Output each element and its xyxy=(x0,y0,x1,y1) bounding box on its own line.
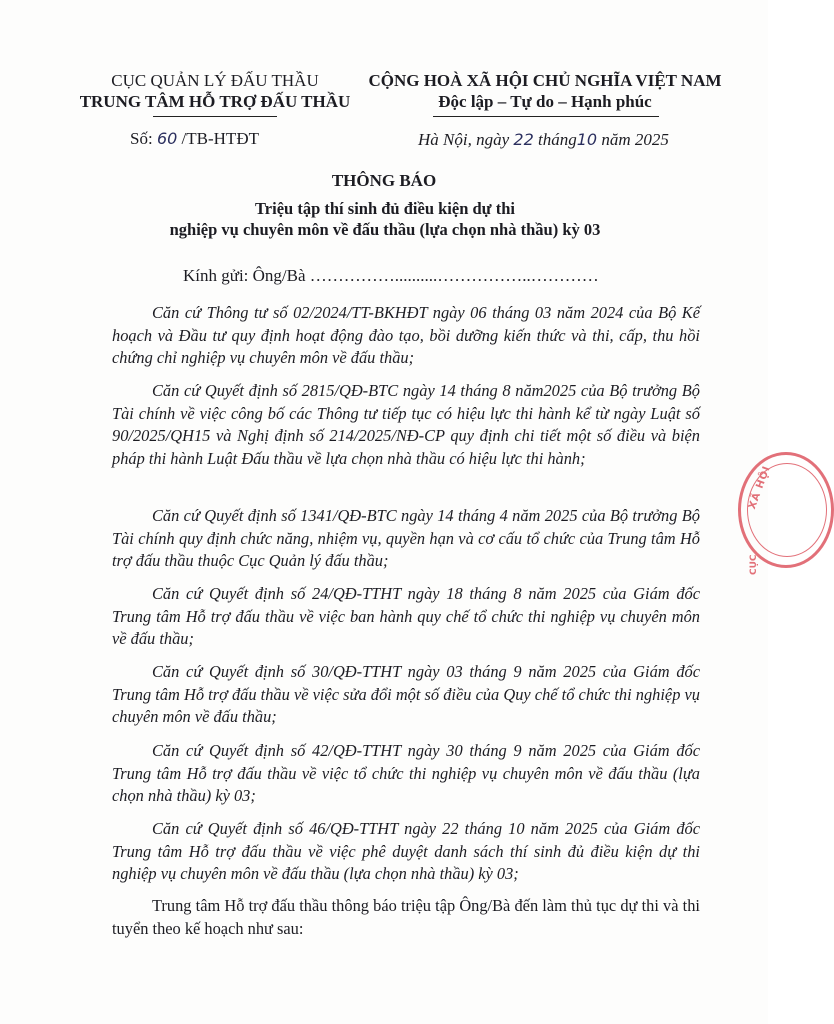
greeting: Kính gửi: Ông/Bà ……………..........……………..………… xyxy=(183,266,599,285)
paragraph-legal-basis-3: Căn cứ Quyết định số 1341/QĐ-BTC ngày 14 tháng 4 năm 2025 của Bộ trưởng Bộ Tài chính quy định chức năng, nhiệm vụ, quyền hạn và cơ cấu tổ chức của Trung tâm Hỗ trợ đấu thầu thuộc Cục Quản lý đấu thầu; xyxy=(112,506,700,571)
document-title: THÔNG BÁO xyxy=(331,171,437,190)
national-title: CỘNG HOÀ XÃ HỘI CHỦ NGHĨA VIỆT NAM xyxy=(368,71,722,90)
paragraph-legal-basis-1: Căn cứ Thông tư số 02/2024/TT-BKHĐT ngày 06 tháng 03 năm 2024 của Bộ Kế hoạch và Đầu tư quy định hoạt động đào tạo, bồi dưỡng kiến thức và thi, cấp, thu hồi chứng chỉ nghiệp vụ chuyên môn về đấu thầu; xyxy=(112,303,700,368)
issuer-unit: TRUNG TÂM HỖ TRỢ ĐẤU THẦU xyxy=(79,92,351,111)
issuer-block xyxy=(70,70,360,112)
subtitle-line-2: nghiệp vụ chuyên môn về đấu thầu (lựa chọn nhà thầu) kỳ 03 xyxy=(169,220,601,239)
paragraph-summons: Trung tâm Hỗ trợ đấu thầu thông báo triệu tập Ông/Bà đến làm thủ tục dự thi và thi tuyển theo kế hoạch như sau: xyxy=(112,896,700,938)
issue-date xyxy=(418,130,669,150)
document-number-suffix: /TB-HTĐT xyxy=(177,129,259,148)
motto-underline xyxy=(433,116,659,117)
subtitle-line-1: Triệu tập thí sinh đủ điều kiện dự thi xyxy=(255,199,515,218)
date-month: 10 xyxy=(576,130,598,149)
document-number-value: 60 xyxy=(156,129,178,148)
paragraph-legal-basis-6: Căn cứ Quyết định số 42/QĐ-TTHT ngày 30 tháng 9 năm 2025 của Giám đốc Trung tâm Hỗ trợ đấu thầu về việc tổ chức thi nghiệp vụ chuyên môn về đấu thầu (lựa chọn nhà thầu) kỳ 03; xyxy=(112,741,700,806)
document-number-prefix: Số: xyxy=(130,129,157,148)
paragraph-legal-basis-7: Căn cứ Quyết định số 46/QĐ-TTHT ngày 22 tháng 10 năm 2025 của Giám đốc Trung tâm Hỗ trợ đấu thầu về việc phê duyệt danh sách thí sinh đủ điều kiện dự thi nghiệp vụ chuyên môn về đấu thầu (lựa chọn nhà thầu) kỳ 03; xyxy=(112,819,700,884)
stamp-text-top: XÃ HỘI xyxy=(747,464,773,511)
date-month-label: tháng xyxy=(533,130,577,149)
issuer-agency: CỤC QUẢN LÝ ĐẤU THẦU xyxy=(111,71,319,90)
national-motto: Độc lập – Tự do – Hạnh phúc xyxy=(438,92,652,111)
stamp-text-side: CỤC xyxy=(749,554,759,575)
national-header xyxy=(360,70,730,112)
date-place: Hà Nội, ngày xyxy=(418,130,514,149)
paragraph-legal-basis-5: Căn cứ Quyết định số 30/QĐ-TTHT ngày 03 tháng 9 năm 2025 của Giám đốc Trung tâm Hỗ trợ đấu thầu về việc sửa đổi một số điều của Quy chế tổ chức thi nghiệp vụ chuyên môn về đấu thầu; xyxy=(112,662,700,727)
date-year: năm 2025 xyxy=(597,130,669,149)
official-seal-stamp xyxy=(738,452,834,575)
document-subtitle xyxy=(100,198,670,240)
document-number xyxy=(130,129,259,149)
paragraph-legal-basis-4: Căn cứ Quyết định số 24/QĐ-TTHT ngày 18 tháng 8 năm 2025 của Giám đốc Trung tâm Hỗ trợ đấu thầu về việc ban hành quy chế tổ chức thi nghiệp vụ chuyên môn về đấu thầu; xyxy=(112,584,700,649)
issuer-underline xyxy=(153,116,277,117)
date-day: 22 xyxy=(513,130,534,149)
paragraph-legal-basis-2: Căn cứ Quyết định số 2815/QĐ-BTC ngày 14 tháng 8 năm2025 của Bộ trưởng Bộ Tài chính về việc công bố các Thông tư tiếp tục có hiệu lực thi hành kể từ ngày Luật số 90/2025/QH15 và Nghị định số 214/2025/NĐ-CP quy định chi tiết một số điều và biện pháp thi hành Luật Đấu thầu về lựa chọn nhà thầu có hiệu lực thi hành; xyxy=(112,381,700,468)
